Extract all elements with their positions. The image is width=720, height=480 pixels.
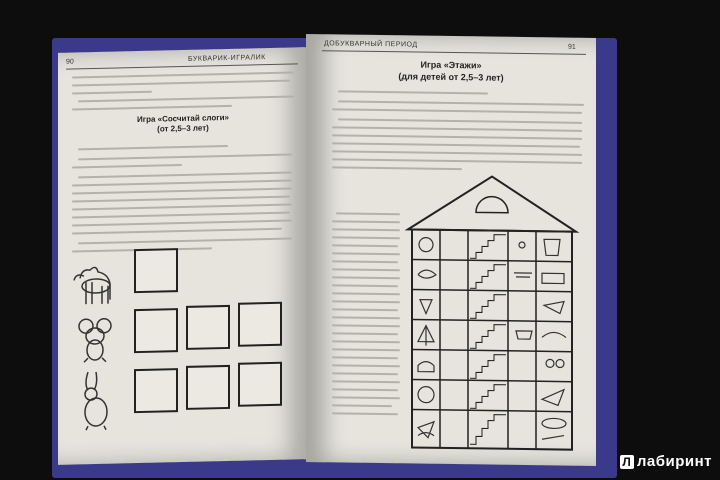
text-line xyxy=(332,126,582,131)
text-line xyxy=(332,236,400,239)
syllable-box xyxy=(238,362,282,407)
text-line xyxy=(338,118,582,123)
text-line xyxy=(72,220,292,227)
syllable-box xyxy=(238,302,282,347)
mouse-picture xyxy=(72,315,118,364)
text-line xyxy=(332,142,580,147)
text-line xyxy=(72,164,182,168)
text-line xyxy=(72,204,292,211)
left-game-title: Игра «Сосчитай слоги» xyxy=(137,112,229,125)
text-line xyxy=(332,340,400,343)
text-line xyxy=(332,158,582,163)
right-header-rule xyxy=(322,50,586,55)
text-line xyxy=(338,100,584,105)
text-line xyxy=(336,212,400,215)
text-line xyxy=(72,228,282,235)
right-game-title: Игра «Этажи» xyxy=(420,59,482,71)
text-line xyxy=(332,134,582,139)
text-line xyxy=(332,396,400,399)
text-line xyxy=(332,252,400,255)
text-line xyxy=(72,180,292,187)
syllable-box xyxy=(186,305,230,350)
text-line xyxy=(332,348,400,351)
left-header-rule xyxy=(66,63,298,69)
left-page xyxy=(58,47,308,465)
text-line xyxy=(72,105,232,111)
text-line xyxy=(78,145,228,150)
text-line xyxy=(332,316,400,319)
text-line xyxy=(332,308,398,311)
text-line xyxy=(332,364,400,367)
text-line xyxy=(332,332,398,335)
right-game-subtitle: (для детей от 2,5–3 лет) xyxy=(398,71,504,83)
text-line xyxy=(332,380,400,383)
text-line xyxy=(332,220,400,223)
text-line xyxy=(78,238,292,245)
text-line xyxy=(72,80,290,87)
text-line xyxy=(332,150,582,155)
floors-building-illustration xyxy=(404,171,580,453)
text-line xyxy=(332,166,462,170)
syllable-box xyxy=(134,308,178,353)
text-line xyxy=(332,276,400,279)
watermark-logo xyxy=(620,453,712,470)
text-line xyxy=(332,108,582,113)
watermark-text: лабиринт xyxy=(636,453,712,470)
text-line xyxy=(332,412,398,415)
rabbit-picture xyxy=(74,370,116,433)
goat-picture xyxy=(72,259,118,310)
watermark-icon: Л xyxy=(620,455,634,469)
text-line xyxy=(332,388,398,391)
text-line xyxy=(332,260,398,263)
text-line xyxy=(332,292,400,295)
text-line xyxy=(72,71,294,78)
text-line xyxy=(332,228,400,231)
syllable-box xyxy=(134,368,178,413)
left-page-number: 90 xyxy=(66,58,74,66)
text-line xyxy=(72,196,290,203)
right-page xyxy=(306,34,596,466)
left-running-header: БУКВАРИК-ИГРАЛИК xyxy=(188,54,266,63)
text-line xyxy=(332,356,398,359)
text-line xyxy=(72,91,152,95)
text-line xyxy=(332,372,398,375)
text-line xyxy=(332,324,400,327)
right-page-number: 91 xyxy=(568,43,576,51)
text-line xyxy=(332,244,398,247)
text-line xyxy=(72,188,292,195)
text-line xyxy=(78,154,292,161)
text-line xyxy=(72,212,290,219)
text-line xyxy=(78,95,294,102)
text-line xyxy=(332,300,400,303)
syllable-box xyxy=(186,365,230,410)
left-game-subtitle: (от 2,5–3 лет) xyxy=(157,123,209,134)
syllable-box xyxy=(134,248,178,293)
text-line xyxy=(332,268,400,271)
text-line xyxy=(338,90,488,94)
text-line xyxy=(332,404,392,407)
text-line xyxy=(332,284,398,287)
text-line xyxy=(78,172,292,179)
right-running-header: ДОБУКВАРНЫЙ ПЕРИОД xyxy=(324,40,418,49)
